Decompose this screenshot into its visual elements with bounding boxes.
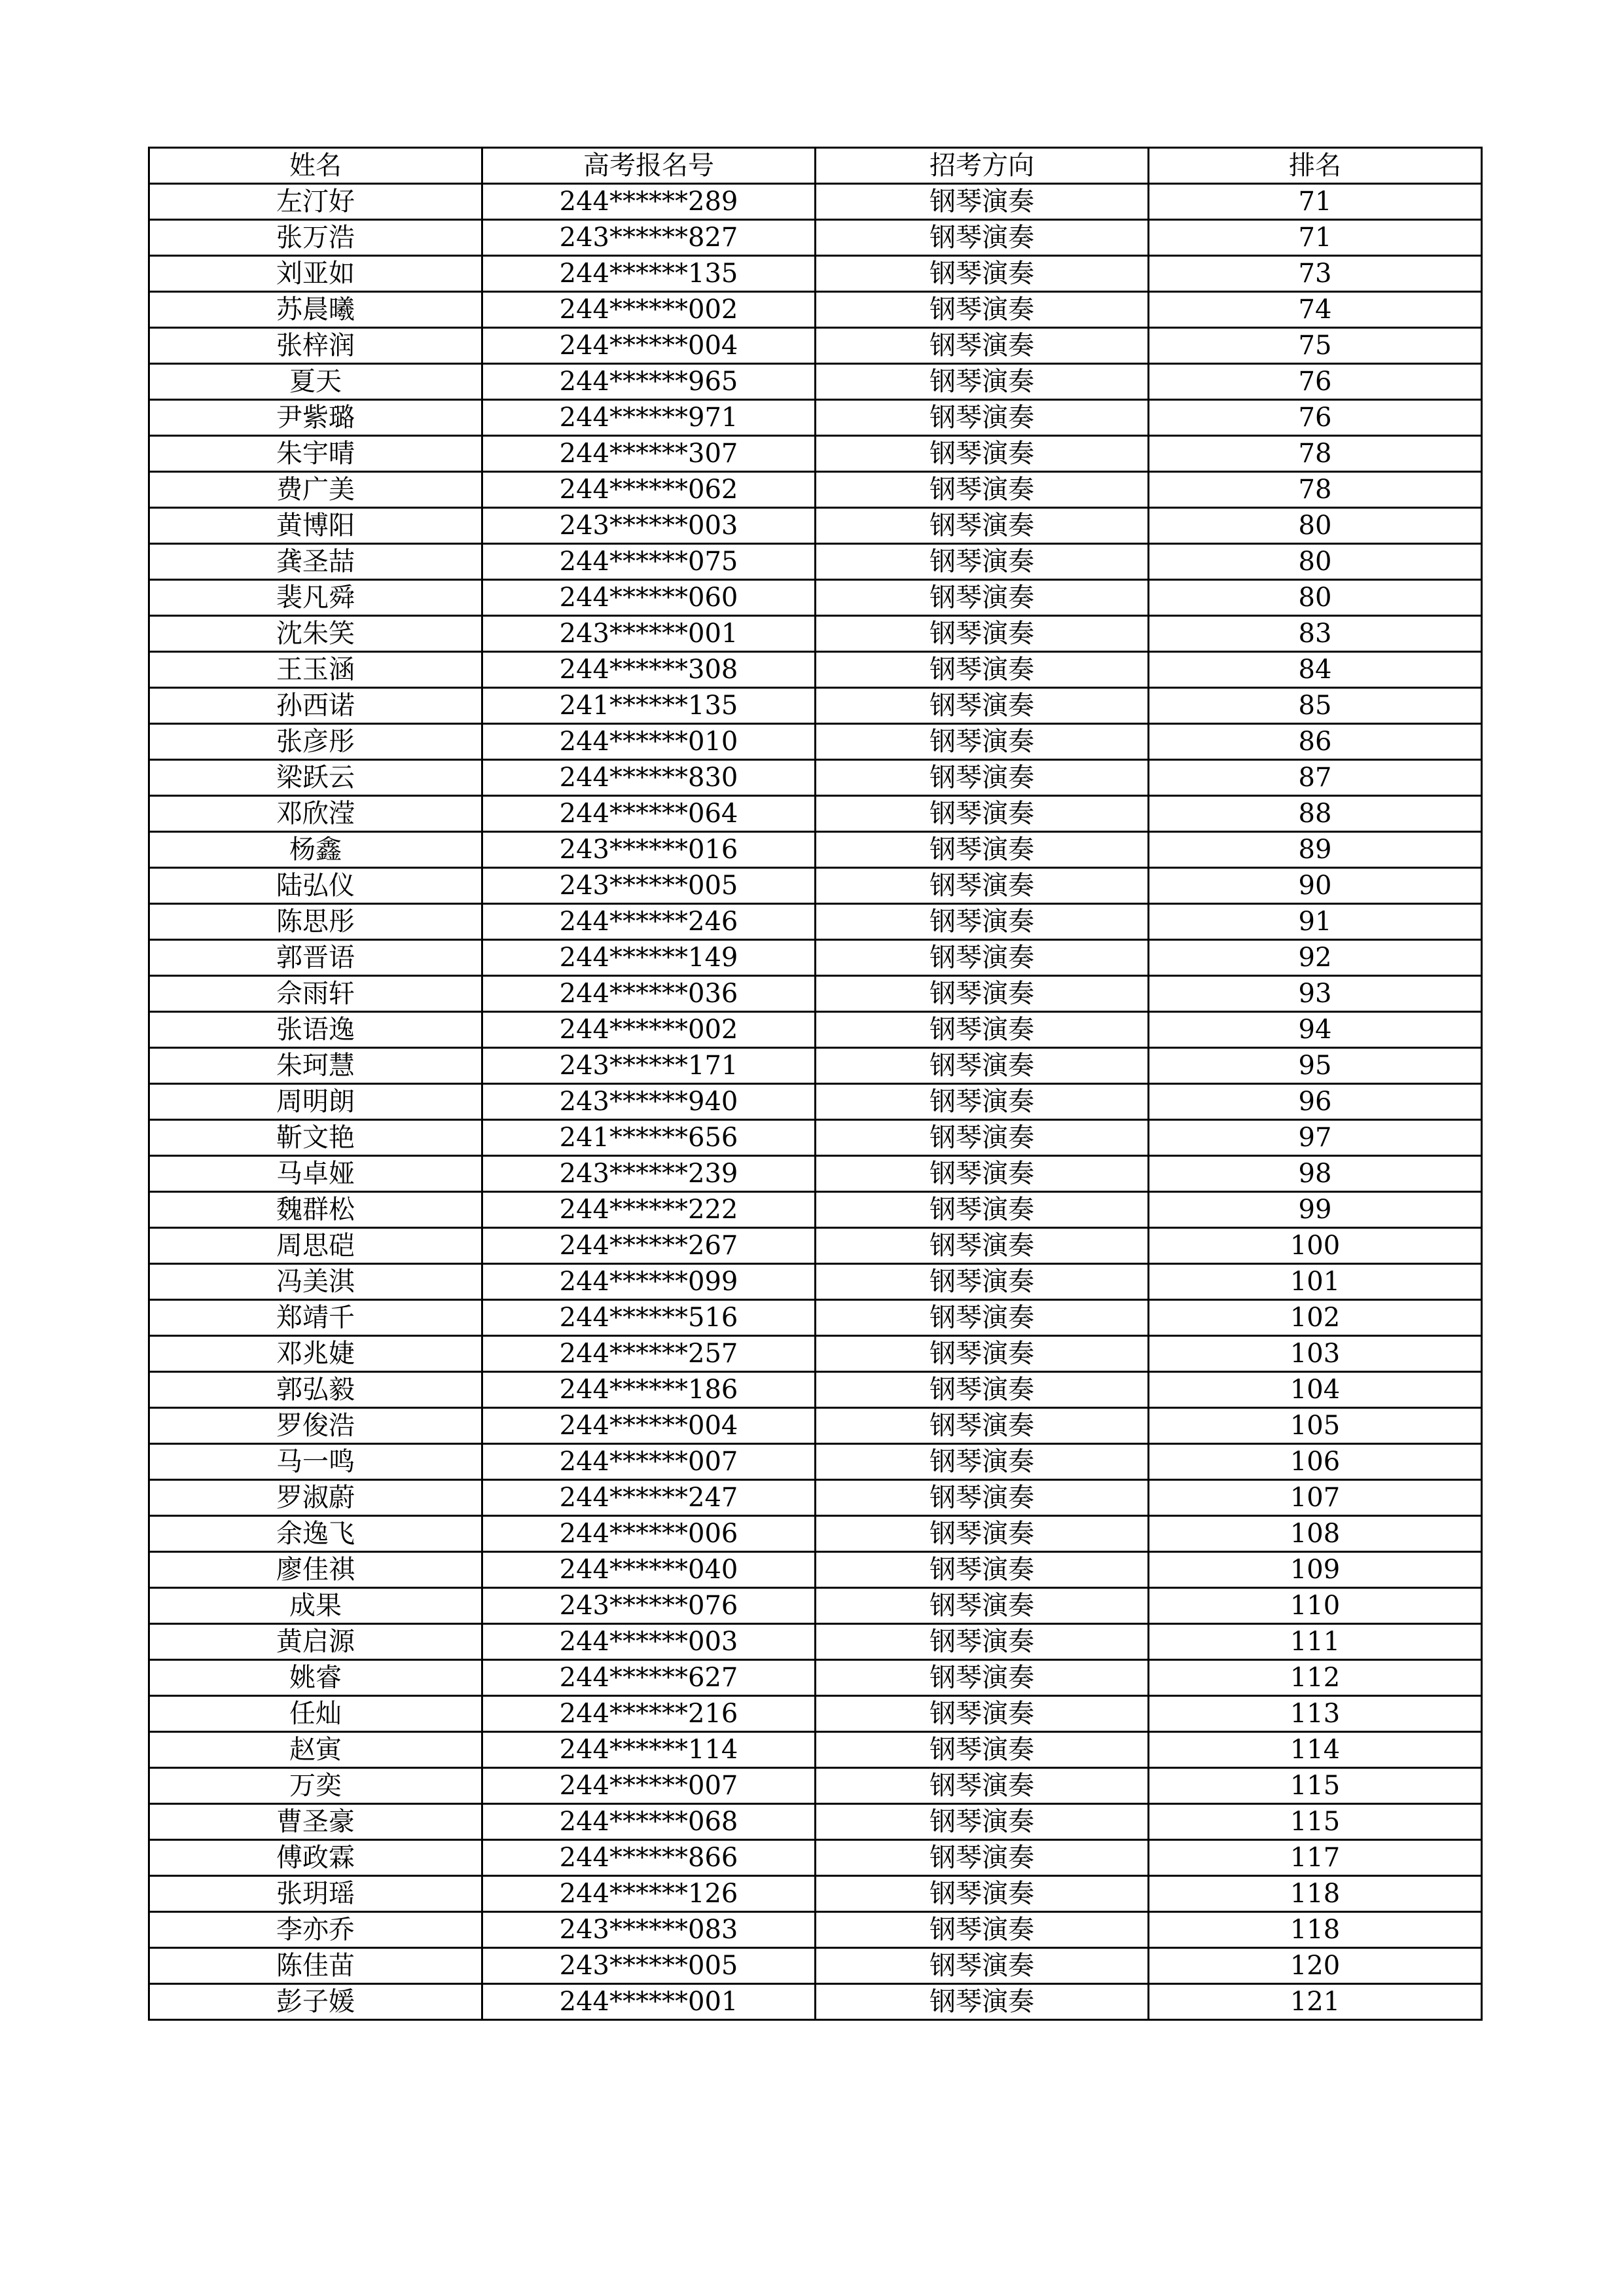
cell-major: 钢琴演奏 bbox=[816, 1516, 1149, 1552]
table-row bbox=[149, 1732, 1482, 1768]
table-row bbox=[149, 904, 1482, 940]
table-row bbox=[149, 1444, 1482, 1480]
cell-name: 王玉涵 bbox=[149, 652, 482, 688]
cell-rank: 109 bbox=[1149, 1552, 1482, 1588]
cell-major: 钢琴演奏 bbox=[816, 1552, 1149, 1588]
cell-name: 陈佳苗 bbox=[149, 1948, 482, 1984]
cell-exam-id: 244******149 bbox=[482, 940, 816, 976]
cell-major: 钢琴演奏 bbox=[816, 832, 1149, 868]
cell-name: 赵寅 bbox=[149, 1732, 482, 1768]
cell-major: 钢琴演奏 bbox=[816, 1804, 1149, 1840]
cell-rank: 78 bbox=[1149, 436, 1482, 472]
cell-major: 钢琴演奏 bbox=[816, 508, 1149, 544]
cell-exam-id: 244******002 bbox=[482, 292, 816, 328]
table-row bbox=[149, 292, 1482, 328]
table-row bbox=[149, 544, 1482, 580]
cell-name: 李亦乔 bbox=[149, 1912, 482, 1948]
table-row bbox=[149, 1624, 1482, 1660]
cell-rank: 80 bbox=[1149, 508, 1482, 544]
cell-exam-id: 243******083 bbox=[482, 1912, 816, 1948]
header-name: 姓名 bbox=[149, 148, 482, 184]
table-row bbox=[149, 940, 1482, 976]
cell-name: 周思硙 bbox=[149, 1228, 482, 1264]
cell-exam-id: 244******257 bbox=[482, 1336, 816, 1372]
cell-name: 苏晨曦 bbox=[149, 292, 482, 328]
cell-exam-id: 244******060 bbox=[482, 580, 816, 616]
cell-exam-id: 244******186 bbox=[482, 1372, 816, 1408]
cell-name: 梁跃云 bbox=[149, 760, 482, 796]
cell-rank: 76 bbox=[1149, 400, 1482, 436]
cell-exam-id: 244******830 bbox=[482, 760, 816, 796]
cell-rank: 97 bbox=[1149, 1120, 1482, 1156]
cell-rank: 95 bbox=[1149, 1048, 1482, 1084]
cell-exam-id: 244******247 bbox=[482, 1480, 816, 1516]
cell-exam-id: 243******001 bbox=[482, 616, 816, 652]
cell-major: 钢琴演奏 bbox=[816, 1948, 1149, 1984]
cell-exam-id: 244******004 bbox=[482, 328, 816, 364]
cell-major: 钢琴演奏 bbox=[816, 364, 1149, 400]
cell-major: 钢琴演奏 bbox=[816, 1228, 1149, 1264]
cell-name: 彭子媛 bbox=[149, 1984, 482, 2020]
header-major: 招考方向 bbox=[816, 148, 1149, 184]
cell-exam-id: 244******064 bbox=[482, 796, 816, 832]
table-row bbox=[149, 1336, 1482, 1372]
header-row bbox=[149, 148, 1482, 184]
table-row bbox=[149, 328, 1482, 364]
cell-rank: 102 bbox=[1149, 1300, 1482, 1336]
table-row bbox=[149, 868, 1482, 904]
cell-exam-id: 244******627 bbox=[482, 1660, 816, 1696]
cell-rank: 111 bbox=[1149, 1624, 1482, 1660]
cell-rank: 120 bbox=[1149, 1948, 1482, 1984]
cell-rank: 118 bbox=[1149, 1876, 1482, 1912]
cell-rank: 98 bbox=[1149, 1156, 1482, 1192]
table-header bbox=[149, 148, 1482, 184]
cell-name: 夏天 bbox=[149, 364, 482, 400]
cell-exam-id: 244******099 bbox=[482, 1264, 816, 1300]
table-row bbox=[149, 1084, 1482, 1120]
table-row bbox=[149, 1804, 1482, 1840]
cell-major: 钢琴演奏 bbox=[816, 1084, 1149, 1120]
cell-exam-id: 244******866 bbox=[482, 1840, 816, 1876]
cell-exam-id: 244******267 bbox=[482, 1228, 816, 1264]
cell-rank: 89 bbox=[1149, 832, 1482, 868]
cell-exam-id: 243******005 bbox=[482, 1948, 816, 1984]
cell-rank: 113 bbox=[1149, 1696, 1482, 1732]
cell-major: 钢琴演奏 bbox=[816, 1984, 1149, 2020]
table-row bbox=[149, 364, 1482, 400]
cell-rank: 71 bbox=[1149, 184, 1482, 220]
table-row bbox=[149, 1192, 1482, 1228]
table-row bbox=[149, 1696, 1482, 1732]
table-row bbox=[149, 436, 1482, 472]
cell-rank: 74 bbox=[1149, 292, 1482, 328]
table-row bbox=[149, 1372, 1482, 1408]
cell-major: 钢琴演奏 bbox=[816, 1696, 1149, 1732]
cell-major: 钢琴演奏 bbox=[816, 1876, 1149, 1912]
cell-major: 钢琴演奏 bbox=[816, 184, 1149, 220]
cell-exam-id: 243******827 bbox=[482, 220, 816, 256]
table-row bbox=[149, 220, 1482, 256]
cell-rank: 84 bbox=[1149, 652, 1482, 688]
cell-rank: 121 bbox=[1149, 1984, 1482, 2020]
cell-name: 成果 bbox=[149, 1588, 482, 1624]
cell-name: 任灿 bbox=[149, 1696, 482, 1732]
cell-name: 沈朱笑 bbox=[149, 616, 482, 652]
cell-rank: 104 bbox=[1149, 1372, 1482, 1408]
cell-rank: 99 bbox=[1149, 1192, 1482, 1228]
cell-name: 佘雨轩 bbox=[149, 976, 482, 1012]
cell-exam-id: 244******007 bbox=[482, 1444, 816, 1480]
cell-major: 钢琴演奏 bbox=[816, 616, 1149, 652]
cell-exam-id: 244******006 bbox=[482, 1516, 816, 1552]
cell-rank: 93 bbox=[1149, 976, 1482, 1012]
cell-name: 张万浩 bbox=[149, 220, 482, 256]
cell-name: 周明朗 bbox=[149, 1084, 482, 1120]
cell-major: 钢琴演奏 bbox=[816, 652, 1149, 688]
table-row bbox=[149, 1012, 1482, 1048]
table-row bbox=[149, 1480, 1482, 1516]
cell-major: 钢琴演奏 bbox=[816, 1264, 1149, 1300]
cell-name: 余逸飞 bbox=[149, 1516, 482, 1552]
cell-exam-id: 244******114 bbox=[482, 1732, 816, 1768]
table-row bbox=[149, 1264, 1482, 1300]
cell-major: 钢琴演奏 bbox=[816, 796, 1149, 832]
cell-major: 钢琴演奏 bbox=[816, 400, 1149, 436]
table-row bbox=[149, 1948, 1482, 1984]
cell-name: 黄博阳 bbox=[149, 508, 482, 544]
table-row bbox=[149, 652, 1482, 688]
cell-exam-id: 244******036 bbox=[482, 976, 816, 1012]
cell-rank: 76 bbox=[1149, 364, 1482, 400]
cell-rank: 105 bbox=[1149, 1408, 1482, 1444]
cell-major: 钢琴演奏 bbox=[816, 220, 1149, 256]
table-row bbox=[149, 1912, 1482, 1948]
cell-rank: 75 bbox=[1149, 328, 1482, 364]
cell-exam-id: 244******010 bbox=[482, 724, 816, 760]
cell-exam-id: 244******135 bbox=[482, 256, 816, 292]
cell-major: 钢琴演奏 bbox=[816, 1012, 1149, 1048]
cell-name: 张语逸 bbox=[149, 1012, 482, 1048]
cell-name: 龚圣喆 bbox=[149, 544, 482, 580]
cell-name: 冯美淇 bbox=[149, 1264, 482, 1300]
cell-major: 钢琴演奏 bbox=[816, 868, 1149, 904]
table-row bbox=[149, 1156, 1482, 1192]
cell-name: 邓欣滢 bbox=[149, 796, 482, 832]
cell-name: 朱宇晴 bbox=[149, 436, 482, 472]
cell-exam-id: 244******068 bbox=[482, 1804, 816, 1840]
cell-rank: 80 bbox=[1149, 580, 1482, 616]
cell-name: 朱珂慧 bbox=[149, 1048, 482, 1084]
cell-rank: 108 bbox=[1149, 1516, 1482, 1552]
cell-rank: 91 bbox=[1149, 904, 1482, 940]
cell-major: 钢琴演奏 bbox=[816, 688, 1149, 724]
cell-name: 杨鑫 bbox=[149, 832, 482, 868]
cell-rank: 73 bbox=[1149, 256, 1482, 292]
ranking-sheet bbox=[148, 147, 1483, 2021]
cell-exam-id: 244******001 bbox=[482, 1984, 816, 2020]
cell-major: 钢琴演奏 bbox=[816, 1840, 1149, 1876]
cell-exam-id: 244******516 bbox=[482, 1300, 816, 1336]
cell-major: 钢琴演奏 bbox=[816, 1192, 1149, 1228]
cell-exam-id: 244******289 bbox=[482, 184, 816, 220]
cell-major: 钢琴演奏 bbox=[816, 1660, 1149, 1696]
cell-major: 钢琴演奏 bbox=[816, 1048, 1149, 1084]
cell-exam-id: 243******016 bbox=[482, 832, 816, 868]
cell-major: 钢琴演奏 bbox=[816, 724, 1149, 760]
table-row bbox=[149, 1228, 1482, 1264]
cell-rank: 94 bbox=[1149, 1012, 1482, 1048]
table-row bbox=[149, 1516, 1482, 1552]
cell-major: 钢琴演奏 bbox=[816, 760, 1149, 796]
cell-major: 钢琴演奏 bbox=[816, 1624, 1149, 1660]
cell-rank: 92 bbox=[1149, 940, 1482, 976]
cell-name: 靳文艳 bbox=[149, 1120, 482, 1156]
cell-name: 魏群松 bbox=[149, 1192, 482, 1228]
cell-major: 钢琴演奏 bbox=[816, 976, 1149, 1012]
cell-rank: 83 bbox=[1149, 616, 1482, 652]
cell-rank: 106 bbox=[1149, 1444, 1482, 1480]
cell-major: 钢琴演奏 bbox=[816, 1768, 1149, 1804]
header-exam-id: 高考报名号 bbox=[482, 148, 816, 184]
cell-exam-id: 244******007 bbox=[482, 1768, 816, 1804]
cell-name: 张玥瑶 bbox=[149, 1876, 482, 1912]
cell-name: 马一鸣 bbox=[149, 1444, 482, 1480]
table-row bbox=[149, 472, 1482, 508]
cell-major: 钢琴演奏 bbox=[816, 1480, 1149, 1516]
cell-exam-id: 244******971 bbox=[482, 400, 816, 436]
cell-rank: 96 bbox=[1149, 1084, 1482, 1120]
cell-exam-id: 244******004 bbox=[482, 1408, 816, 1444]
cell-rank: 117 bbox=[1149, 1840, 1482, 1876]
cell-rank: 103 bbox=[1149, 1336, 1482, 1372]
cell-exam-id: 244******126 bbox=[482, 1876, 816, 1912]
cell-major: 钢琴演奏 bbox=[816, 1408, 1149, 1444]
cell-major: 钢琴演奏 bbox=[816, 1732, 1149, 1768]
table-row bbox=[149, 1876, 1482, 1912]
cell-rank: 112 bbox=[1149, 1660, 1482, 1696]
ranking-table bbox=[148, 147, 1483, 2021]
cell-exam-id: 244******003 bbox=[482, 1624, 816, 1660]
cell-rank: 71 bbox=[1149, 220, 1482, 256]
cell-name: 姚睿 bbox=[149, 1660, 482, 1696]
cell-major: 钢琴演奏 bbox=[816, 1444, 1149, 1480]
cell-major: 钢琴演奏 bbox=[816, 328, 1149, 364]
cell-name: 廖佳祺 bbox=[149, 1552, 482, 1588]
cell-exam-id: 243******003 bbox=[482, 508, 816, 544]
cell-rank: 114 bbox=[1149, 1732, 1482, 1768]
cell-name: 左汀好 bbox=[149, 184, 482, 220]
cell-major: 钢琴演奏 bbox=[816, 1372, 1149, 1408]
cell-major: 钢琴演奏 bbox=[816, 904, 1149, 940]
table-row bbox=[149, 832, 1482, 868]
table-row bbox=[149, 1984, 1482, 2020]
cell-rank: 86 bbox=[1149, 724, 1482, 760]
cell-rank: 100 bbox=[1149, 1228, 1482, 1264]
cell-rank: 115 bbox=[1149, 1804, 1482, 1840]
cell-rank: 118 bbox=[1149, 1912, 1482, 1948]
cell-name: 万奕 bbox=[149, 1768, 482, 1804]
header-rank: 排名 bbox=[1149, 148, 1482, 184]
cell-major: 钢琴演奏 bbox=[816, 1156, 1149, 1192]
cell-name: 邓兆婕 bbox=[149, 1336, 482, 1372]
cell-rank: 115 bbox=[1149, 1768, 1482, 1804]
table-row bbox=[149, 1588, 1482, 1624]
table-row bbox=[149, 724, 1482, 760]
cell-major: 钢琴演奏 bbox=[816, 1120, 1149, 1156]
cell-name: 郭弘毅 bbox=[149, 1372, 482, 1408]
cell-name: 裴凡舜 bbox=[149, 580, 482, 616]
table-row bbox=[149, 796, 1482, 832]
cell-name: 陆弘仪 bbox=[149, 868, 482, 904]
cell-exam-id: 244******307 bbox=[482, 436, 816, 472]
cell-exam-id: 243******076 bbox=[482, 1588, 816, 1624]
cell-exam-id: 244******040 bbox=[482, 1552, 816, 1588]
table-row bbox=[149, 400, 1482, 436]
cell-name: 尹紫璐 bbox=[149, 400, 482, 436]
cell-major: 钢琴演奏 bbox=[816, 256, 1149, 292]
cell-name: 郭晋语 bbox=[149, 940, 482, 976]
cell-exam-id: 244******222 bbox=[482, 1192, 816, 1228]
cell-exam-id: 241******135 bbox=[482, 688, 816, 724]
cell-major: 钢琴演奏 bbox=[816, 1588, 1149, 1624]
cell-major: 钢琴演奏 bbox=[816, 544, 1149, 580]
table-row bbox=[149, 1048, 1482, 1084]
cell-rank: 107 bbox=[1149, 1480, 1482, 1516]
cell-exam-id: 241******656 bbox=[482, 1120, 816, 1156]
cell-major: 钢琴演奏 bbox=[816, 1912, 1149, 1948]
cell-exam-id: 244******075 bbox=[482, 544, 816, 580]
cell-rank: 101 bbox=[1149, 1264, 1482, 1300]
table-row bbox=[149, 688, 1482, 724]
cell-name: 罗俊浩 bbox=[149, 1408, 482, 1444]
table-row bbox=[149, 1120, 1482, 1156]
cell-name: 马卓娅 bbox=[149, 1156, 482, 1192]
cell-exam-id: 243******239 bbox=[482, 1156, 816, 1192]
cell-major: 钢琴演奏 bbox=[816, 940, 1149, 976]
table-row bbox=[149, 1660, 1482, 1696]
cell-exam-id: 243******005 bbox=[482, 868, 816, 904]
cell-exam-id: 244******246 bbox=[482, 904, 816, 940]
table-row bbox=[149, 184, 1482, 220]
table-row bbox=[149, 1840, 1482, 1876]
cell-major: 钢琴演奏 bbox=[816, 580, 1149, 616]
table-row bbox=[149, 256, 1482, 292]
cell-name: 费广美 bbox=[149, 472, 482, 508]
cell-exam-id: 244******002 bbox=[482, 1012, 816, 1048]
cell-rank: 110 bbox=[1149, 1588, 1482, 1624]
cell-exam-id: 244******965 bbox=[482, 364, 816, 400]
cell-major: 钢琴演奏 bbox=[816, 1300, 1149, 1336]
table-row bbox=[149, 616, 1482, 652]
cell-rank: 90 bbox=[1149, 868, 1482, 904]
cell-name: 郑靖千 bbox=[149, 1300, 482, 1336]
cell-name: 黄启源 bbox=[149, 1624, 482, 1660]
cell-major: 钢琴演奏 bbox=[816, 1336, 1149, 1372]
cell-major: 钢琴演奏 bbox=[816, 292, 1149, 328]
cell-name: 张彦彤 bbox=[149, 724, 482, 760]
table-row bbox=[149, 1552, 1482, 1588]
table-row bbox=[149, 1408, 1482, 1444]
cell-exam-id: 243******171 bbox=[482, 1048, 816, 1084]
table-row bbox=[149, 976, 1482, 1012]
table-row bbox=[149, 760, 1482, 796]
cell-rank: 85 bbox=[1149, 688, 1482, 724]
cell-rank: 78 bbox=[1149, 472, 1482, 508]
cell-rank: 80 bbox=[1149, 544, 1482, 580]
cell-exam-id: 243******940 bbox=[482, 1084, 816, 1120]
cell-major: 钢琴演奏 bbox=[816, 472, 1149, 508]
cell-rank: 87 bbox=[1149, 760, 1482, 796]
table-row bbox=[149, 508, 1482, 544]
cell-name: 傅政霖 bbox=[149, 1840, 482, 1876]
cell-name: 刘亚如 bbox=[149, 256, 482, 292]
table-row bbox=[149, 580, 1482, 616]
cell-exam-id: 244******216 bbox=[482, 1696, 816, 1732]
table-body bbox=[149, 184, 1482, 2020]
cell-rank: 88 bbox=[1149, 796, 1482, 832]
cell-major: 钢琴演奏 bbox=[816, 436, 1149, 472]
table-row bbox=[149, 1768, 1482, 1804]
cell-name: 曹圣豪 bbox=[149, 1804, 482, 1840]
cell-name: 罗淑蔚 bbox=[149, 1480, 482, 1516]
cell-name: 孙西诺 bbox=[149, 688, 482, 724]
cell-exam-id: 244******308 bbox=[482, 652, 816, 688]
cell-name: 张梓润 bbox=[149, 328, 482, 364]
cell-name: 陈思彤 bbox=[149, 904, 482, 940]
cell-exam-id: 244******062 bbox=[482, 472, 816, 508]
table-row bbox=[149, 1300, 1482, 1336]
